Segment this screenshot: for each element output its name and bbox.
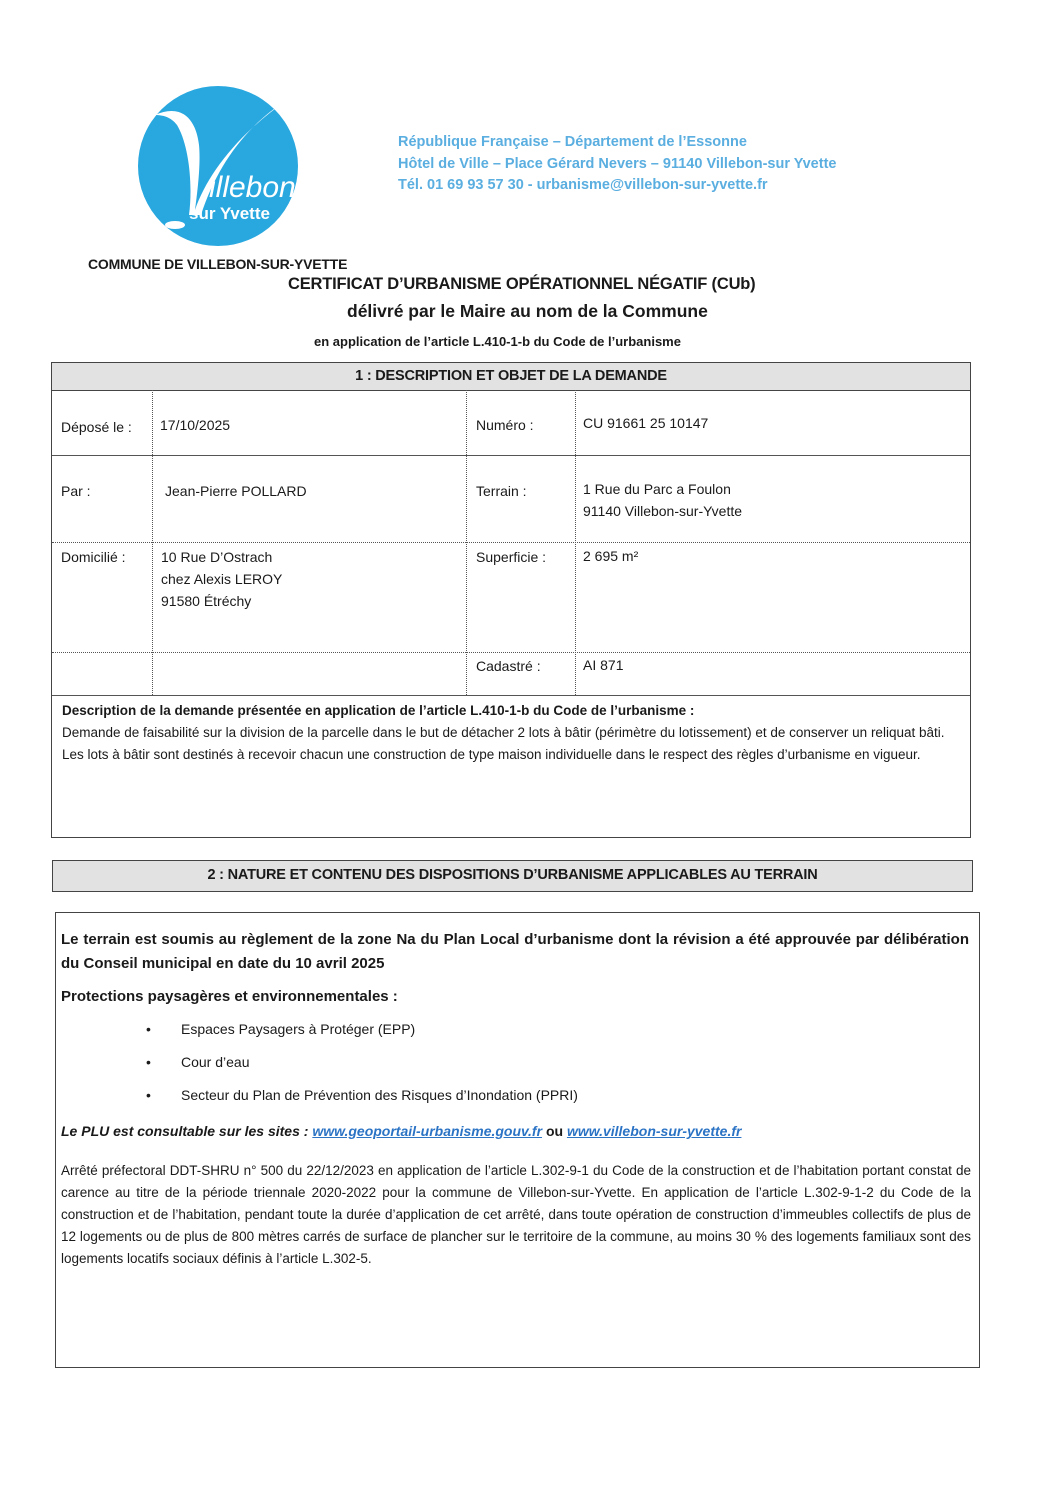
bullet-icon: • <box>146 1021 151 1037</box>
superficie-label: Superficie : <box>476 549 547 565</box>
col-divider <box>152 390 153 695</box>
protection-text: Espaces Paysagers à Protéger (EPP) <box>181 1021 416 1037</box>
section1-heading: 1 : DESCRIPTION ET OBJET DE LA DEMANDE <box>51 362 971 391</box>
document-subtitle: délivré par le Maire au nom de la Commune <box>347 301 708 321</box>
letterhead-line2: Hôtel de Ville – Place Gérard Nevers – 91140 Villebon-sur Yvette <box>398 155 837 172</box>
row-divider <box>52 652 970 653</box>
description-label: Description de la demande présentée en application de l’article L.410-1-b du Code de l’urbanisme : <box>62 703 695 718</box>
cadastre-value: AI 871 <box>583 657 624 673</box>
logo-brand-text: illebon <box>209 171 296 204</box>
description-paragraph-1: Demande de faisabilité sur la division de la parcelle dans le but de détacher 2 lots à bâtir (périmètre du lotissement) et de conserver un reliquat bâti. <box>62 725 945 740</box>
terrain-line1: 1 Rue du Parc a Foulon <box>583 481 731 497</box>
domicilie-line3: 91580 Étréchy <box>161 593 252 609</box>
zone-rule-intro: Le terrain est soumis au règlement de la zone Na du Plan Local d’urbanisme dont la révision a été approuvée par délibération du Conseil municipal en date du 10 avril 2025 <box>61 931 969 972</box>
depose-label: Déposé le : <box>61 419 132 435</box>
section2-heading: 2 : NATURE ET CONTENU DES DISPOSITIONS D’URBANISME APPLICABLES AU TERRAIN <box>52 860 973 892</box>
col-divider <box>575 390 576 695</box>
row-divider <box>52 455 970 456</box>
col-divider <box>466 390 467 695</box>
list-item <box>146 1054 578 1087</box>
letterhead-line3: Tél. 01 69 93 57 30 - urbanisme@villebon-sur-yvette.fr <box>398 177 768 193</box>
document-title: CERTIFICAT D’URBANISME OPÉRATIONNEL NÉGATIF (CUb) <box>288 275 756 293</box>
row-divider <box>52 542 970 543</box>
description-paragraph-2: Les lots à bâtir sont destinés à recevoir chacun une construction de type maison individuelle dans le respect des règles d’urbanisme en vigueur. <box>62 747 921 762</box>
protections-label: Protections paysagères et environnementales : <box>61 988 398 1005</box>
urbanism-provisions-box <box>55 912 980 1368</box>
numero-value: CU 91661 25 10147 <box>583 415 709 431</box>
request-description <box>62 700 962 766</box>
logo-emblem-icon <box>137 85 299 247</box>
logo-brand-sub: sur Yvette <box>189 204 270 223</box>
row-divider <box>52 695 970 696</box>
bullet-icon: • <box>146 1087 151 1103</box>
geoportail-link[interactable]: www.geoportail-urbanisme.gouv.fr <box>312 1123 543 1139</box>
plu-or: ou <box>545 1123 564 1139</box>
list-item <box>146 1021 578 1054</box>
cadastre-label: Cadastré : <box>476 658 541 674</box>
depose-value: 17/10/2025 <box>160 417 231 433</box>
request-details-table <box>51 390 971 838</box>
villebon-logo <box>137 85 299 247</box>
domicilie-line1: 10 Rue D’Ostrach <box>161 549 273 565</box>
terrain-label: Terrain : <box>476 483 527 499</box>
terrain-line2: 91140 Villebon-sur-Yvette <box>583 503 743 519</box>
protection-text: Secteur du Plan de Prévention des Risques d’Inondation (PPRI) <box>181 1087 578 1103</box>
par-label: Par : <box>61 483 91 499</box>
villebon-link[interactable]: www.villebon-sur-yvette.fr <box>566 1123 742 1139</box>
bullet-icon: • <box>146 1054 151 1070</box>
prefectoral-decree: Arrêté préfectoral DDT-SHRU n° 500 du 22/12/2023 en application de l’article L.302-9-1 du Code de la construction et de l’habitation portant constat de carence au titre de la période triennale 2020-2022 pour la commune de Villebon-sur-Yvette. En application de l’article L.302-9-1-2 du Code de la construction et de l’habitation, pendant toute la durée d’application de cet arrêté, dans toute opération de construction d’immeubles collectifs de plus de 12 logements ou de plus de 800 mètres carrés de surface de plancher sur le territoire de la commune, au moins 30 % des logements familiaux sont des logements locatifs sociaux définis à l’article L.302-5. <box>61 1163 971 1266</box>
numero-label: Numéro : <box>476 417 534 433</box>
plu-consultation <box>61 1123 741 1139</box>
legal-basis: en application de l’article L.410-1-b du Code de l’urbanisme <box>314 334 681 349</box>
plu-text: Le PLU est consultable sur les sites : <box>61 1123 309 1139</box>
domicilie-label: Domicilié : <box>61 549 126 565</box>
superficie-value: 2 695 m² <box>583 548 639 564</box>
par-value: Jean-Pierre POLLARD <box>165 483 307 499</box>
domicilie-line2: chez Alexis LEROY <box>161 571 283 587</box>
protections-list <box>146 1021 578 1120</box>
letterhead <box>398 132 836 197</box>
letterhead-line1: République Française – Département de l’Essonne <box>398 134 747 150</box>
commune-name: COMMUNE DE VILLEBON-SUR-YVETTE <box>88 256 348 272</box>
list-item <box>146 1087 578 1120</box>
protection-text: Cour d’eau <box>181 1054 250 1070</box>
